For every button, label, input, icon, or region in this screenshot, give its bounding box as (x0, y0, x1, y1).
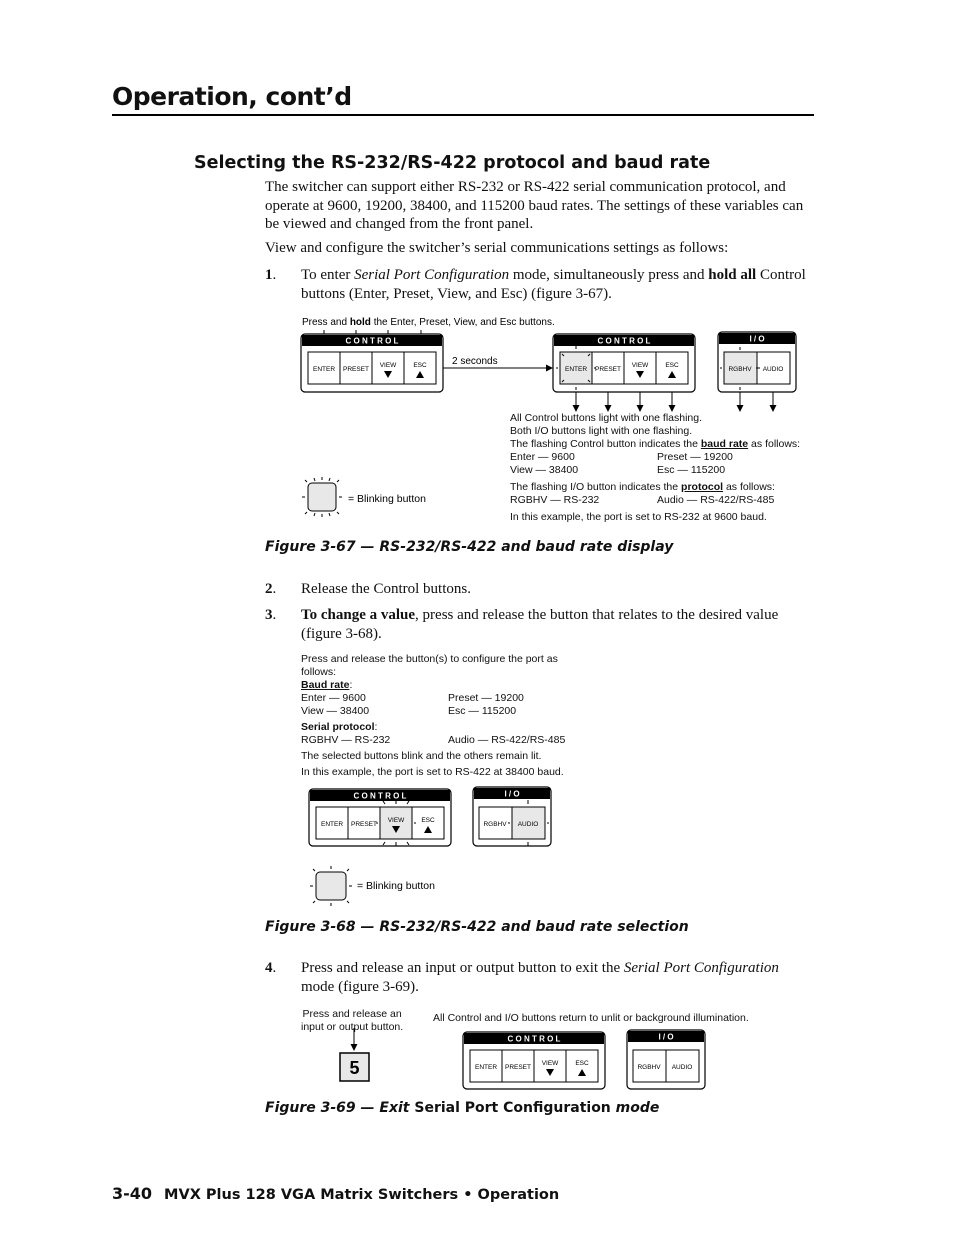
title-rule (112, 114, 814, 116)
step-4-number: 4. (265, 960, 277, 976)
step-2-text: Release the Control buttons. (301, 581, 471, 597)
svg-text:C O N T R O L: C O N T R O L (345, 336, 399, 346)
control-panel-fig68 (309, 789, 451, 846)
svg-text:VIEW: VIEW (379, 362, 397, 369)
figure-3-68-diagram (300, 780, 570, 915)
svg-text:AUDIO: AUDIO (762, 366, 784, 373)
page-footer (112, 1184, 559, 1203)
svg-text:AUDIO: AUDIO (517, 821, 539, 828)
step-2-number: 2. (265, 581, 277, 597)
figure-3-69-caption: Figure 3-69 — Exit Serial Port Configuration mode (265, 1100, 660, 1116)
io-panel-fig68 (473, 787, 551, 846)
page-number: 3-40 (112, 1184, 153, 1203)
svg-text:ENTER: ENTER (320, 821, 344, 828)
svg-text:I / O: I / O (504, 789, 520, 799)
lead-paragraph: View and configure the switcher’s serial communications settings as follows: (265, 240, 729, 256)
io-panel-fig67 (718, 332, 796, 392)
svg-text:PRESET: PRESET (342, 366, 370, 373)
svg-text:RGBHV: RGBHV (728, 366, 752, 373)
control-panel-right (553, 334, 695, 392)
fig68-notes: Press and release the button(s) to configure the port as follows: Baud rate: Enter — 9600 Preset — 19200 View — 38400 Esc — 115200 Serial protocol: RGBHV — RS-232 Audio — RS-422/RS-485 The selected buttons blink and the others remain lit. In this example, the port is set to RS-422 at 38400 baud. (301, 653, 566, 778)
svg-text:ENTER: ENTER (474, 1064, 498, 1071)
step-3-text: To change a value, press and release the button that relates to the desired value (figure 3-68). (301, 607, 779, 642)
svg-text:PRESET: PRESET (594, 366, 622, 373)
fig69-note-left: Press and release an input or output button. (301, 1008, 404, 1033)
svg-text:ESC: ESC (413, 362, 427, 369)
io-panel-fig69 (627, 1030, 705, 1089)
figure-3-68-caption: Figure 3-68 — RS-232/RS-422 and baud rate selection (265, 919, 689, 935)
svg-text:VIEW: VIEW (541, 1060, 559, 1067)
page-title: Operation, cont’d (112, 82, 352, 111)
svg-text:PRESET: PRESET (350, 821, 378, 828)
figure-3-69-diagram (330, 1026, 720, 1096)
svg-text:C O N T R O L: C O N T R O L (597, 336, 651, 346)
step-1-text: To enter Serial Port Configuration mode, simultaneously press and hold all Control buttons (Enter, Preset, View, and Esc) (figure 3-67). (301, 267, 806, 302)
svg-text:ENTER: ENTER (312, 366, 336, 373)
control-panel-left (301, 334, 443, 392)
footer-title: MVX Plus 128 VGA Matrix Switchers • Operation (164, 1187, 560, 1203)
blinking-button-legend-67 (302, 477, 342, 517)
step-4-text: Press and release an input or output button to exit the Serial Port Configuration mode (figure 3-69). (301, 960, 779, 995)
figure-3-67-caption: Figure 3-67 — RS-232/RS-422 and baud rate display (265, 539, 674, 555)
svg-text:RGBHV: RGBHV (483, 821, 507, 828)
numbered-key-5 (340, 1053, 369, 1081)
svg-text:I / O: I / O (658, 1032, 674, 1042)
svg-text:VIEW: VIEW (387, 817, 405, 824)
svg-text:C O N T R O L: C O N T R O L (353, 791, 407, 801)
blinking-button-legend-68 (310, 866, 352, 906)
step-1-number: 1. (265, 267, 277, 283)
fig67-blink-label: = Blinking button (348, 493, 426, 505)
svg-text:ENTER: ENTER (564, 366, 588, 373)
fig67-top-note: Press and hold the Enter, Preset, View, and Esc buttons. (302, 317, 555, 328)
fig67-seconds: 2 seconds (452, 356, 498, 367)
fig69-note-right: All Control and I/O buttons return to unlit or background illumination. (433, 1012, 749, 1024)
control-panel-fig69 (463, 1032, 605, 1089)
intro-paragraph: The switcher can support either RS-232 or RS-422 serial communication protocol, and operate at 9600, 19200, 38400, and 115200 baud rates. The settings of these variables can be viewed and changed from the front panel. (265, 179, 804, 232)
svg-text:PRESET: PRESET (504, 1064, 532, 1071)
svg-text:5: 5 (349, 1058, 360, 1078)
svg-text:VIEW: VIEW (631, 362, 649, 369)
svg-text:ESC: ESC (421, 817, 435, 824)
step-3-number: 3. (265, 607, 277, 623)
svg-text:ESC: ESC (665, 362, 679, 369)
section-title: Selecting the RS-232/RS-422 protocol and baud rate (194, 153, 711, 173)
svg-text:RGBHV: RGBHV (637, 1064, 661, 1071)
svg-text:I / O: I / O (749, 334, 765, 344)
svg-text:ESC: ESC (575, 1060, 589, 1067)
svg-text:AUDIO: AUDIO (671, 1064, 693, 1071)
fig67-notes: All Control buttons light with one flashing. Both I/O buttons light with one flashing. The flashing Control button indicates the baud rate as follows: Enter — 9600 Preset — 19200 View — 38400 Esc — 115200 The flashing I/O button indicates the protocol as follows: RGBHV — RS-232 Audio — RS-422/RS-485 In this example, the port is set to RS-232 at 9600 baud. (510, 412, 801, 523)
svg-text:C O N T R O L: C O N T R O L (507, 1034, 561, 1044)
fig68-blink-label: = Blinking button (357, 880, 435, 892)
